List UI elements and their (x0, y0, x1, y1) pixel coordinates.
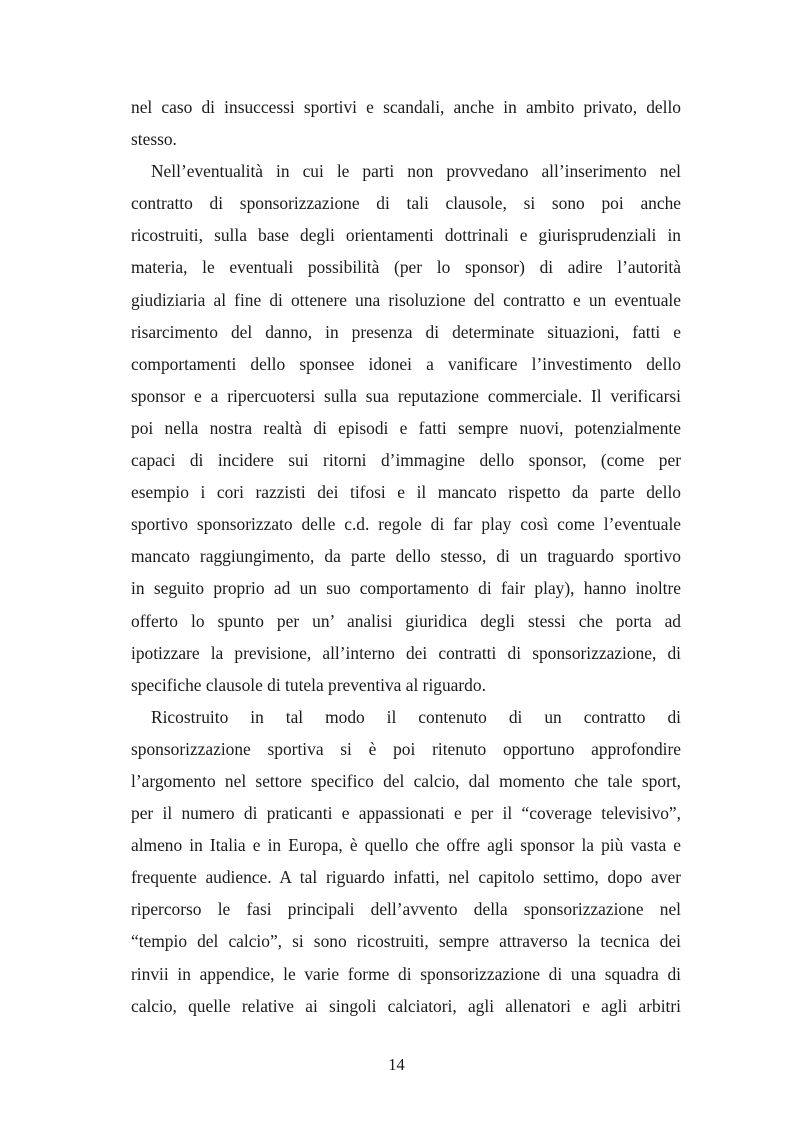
text-line: ricostruiti, sulla base degli orientamenti dottrinali e giurisprudenziali in (131, 225, 681, 246)
text-line: sportivo sponsorizzato delle c.d. regole di far play così come l’eventuale (131, 514, 681, 535)
text-line: ipotizzare la previsione, all’interno dei contratti di sponsorizzazione, di (131, 642, 681, 663)
text-line: nel caso di insuccessi sportivi e scandali, anche in ambito privato, dello (131, 97, 681, 117)
text-line: in seguito proprio ad un suo comportamento di fair play), hanno inoltre (131, 578, 681, 599)
text-line: esempio i cori razzisti dei tifosi e il mancato rispetto da parte dello (131, 482, 681, 503)
text-line: rinvii in appendice, le varie forme di sponsorizzazione di una squadra di (131, 963, 681, 984)
text-line: materia, le eventuali possibilità (per lo sponsor) di adire l’autorità (131, 257, 681, 278)
text-line: contratto di sponsorizzazione di tali clausole, si sono poi anche (131, 193, 681, 214)
text-line: sponsor e a ripercuotersi sulla sua reputazione commerciale. Il verificarsi (131, 385, 681, 406)
text-line: specifiche clausole di tutela preventiva al riguardo. (131, 674, 486, 695)
text-line: capaci di incidere sui ritorni d’immagine dello sponsor, (come per (131, 450, 681, 471)
text-line: Ricostruito in tal modo il contenuto di un contratto di (151, 706, 681, 727)
text-line: poi nella nostra realtà di episodi e fatti sempre nuovi, potenzialmente (131, 417, 681, 438)
text-line: “tempio del calcio”, si sono ricostruiti, sempre attraverso la tecnica dei (131, 931, 681, 952)
text-line: frequente audience. A tal riguardo infatti, nel capitolo settimo, dopo aver (131, 867, 681, 888)
text-line: stesso. (131, 129, 177, 150)
text-line: almeno in Italia e in Europa, è quello che offre agli sponsor la più vasta e (131, 835, 681, 856)
body-text (131, 91, 681, 1022)
text-line: l’argomento nel settore specifico del calcio, dal momento che tale sport, (131, 770, 681, 791)
text-line: sponsorizzazione sportiva si è poi ritenuto opportuno approfondire (131, 738, 681, 759)
text-line: calcio, quelle relative ai singoli calciatori, agli allenatori e agli arbitri (131, 995, 681, 1016)
text-line: risarcimento del danno, in presenza di determinate situazioni, fatti e (131, 321, 681, 342)
text-line: giudiziaria al fine di ottenere una risoluzione del contratto e un eventuale (131, 289, 681, 310)
text-line: offerto lo spunto per un’ analisi giuridica degli stessi che porta ad (131, 610, 681, 631)
text-line: Nell’eventualità in cui le parti non provvedano all’inserimento nel (151, 161, 681, 182)
text-line: ripercorso le fasi principali dell’avvento della sponsorizzazione nel (131, 899, 681, 920)
text-line: mancato raggiungimento, da parte dello stesso, di un traguardo sportivo (131, 546, 681, 567)
text-line: per il numero di praticanti e appassionati e per il “coverage televisivo”, (131, 803, 681, 824)
page-number: 14 (388, 1055, 405, 1074)
text-line: comportamenti dello sponsee idonei a vanificare l’investimento dello (131, 353, 681, 374)
